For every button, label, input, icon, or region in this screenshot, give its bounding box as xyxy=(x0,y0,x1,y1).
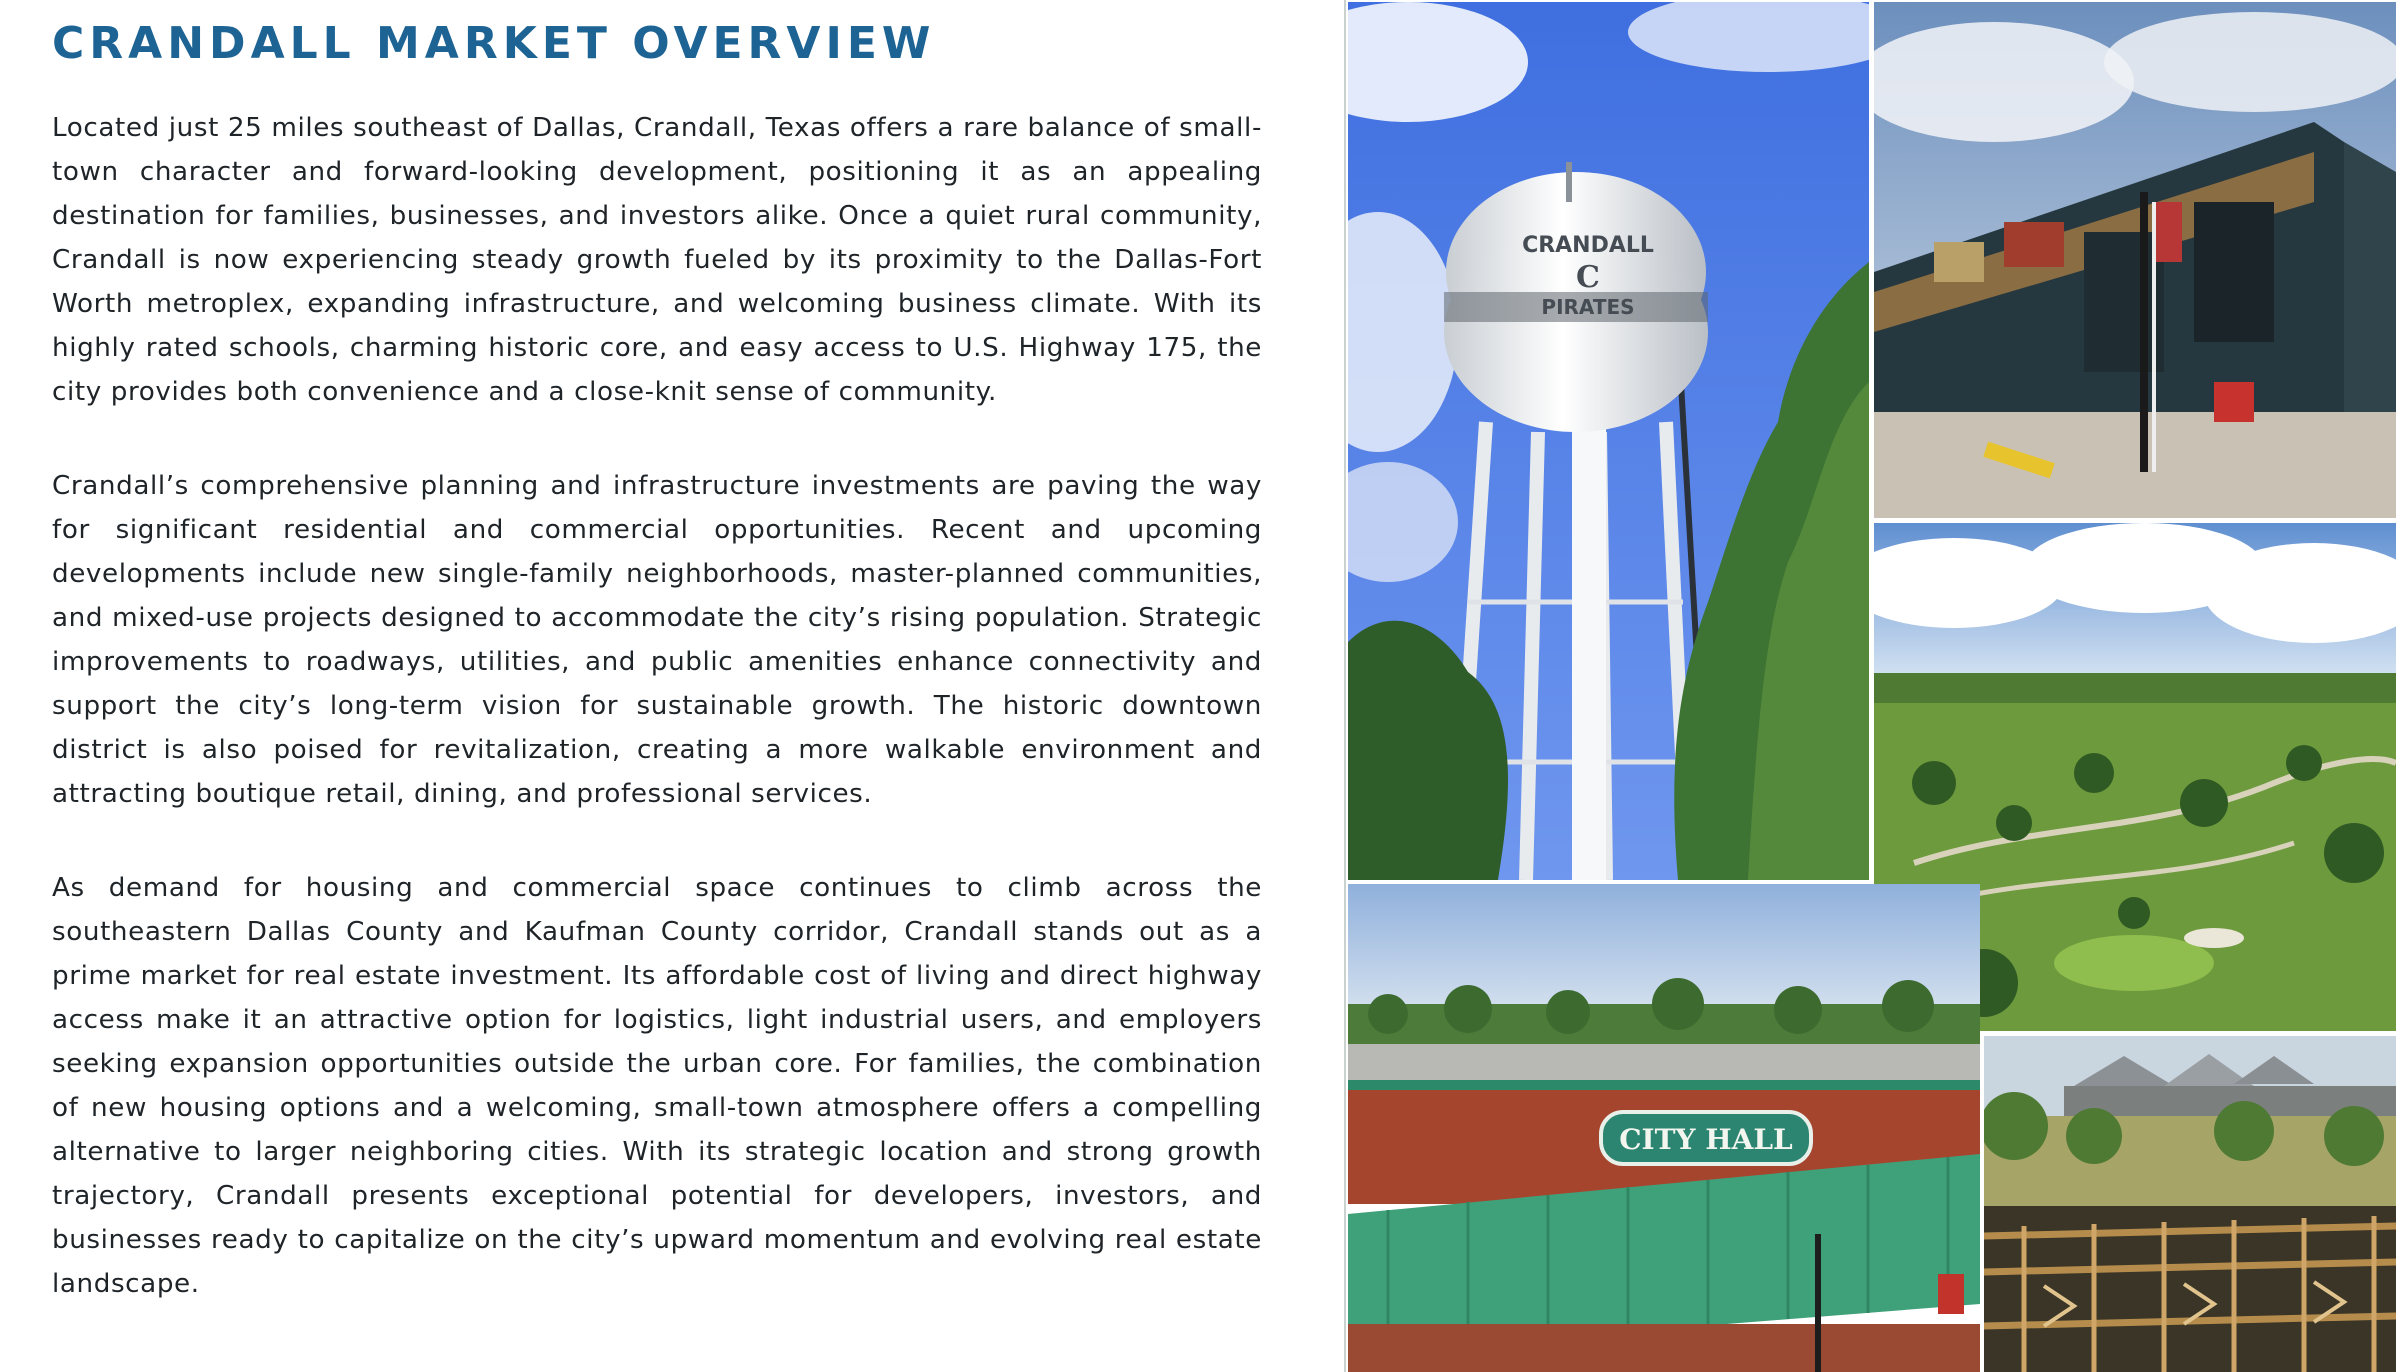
overview-paragraph-1: Located just 25 miles southeast of Dallas, Crandall, Texas offers a rare balance of small-town character and forward-looking development, positioning it as an appealing destination for families, businesses, and investors alike. Once a quiet rural community, Crandall is now experiencing steady growth fueled by its proximity to the Dallas-Fort Worth metroplex, expanding infrastructure, and welcoming business climate. With its highly rated schools, charming historic core, and easy access to U.S. Highway 175, the city provides both convenience and a close-knit sense of community. xyxy=(52,113,1262,407)
pond-boardwalk-photo xyxy=(1984,1036,2396,1372)
city-hall-photo xyxy=(1348,884,1980,1372)
overview-paragraph-3: As demand for housing and commercial space continues to climb across the southeastern Dallas County and Kaufman County corridor, Crandall stands out as a prime market for real estate investment. Its affordable cost of living and direct highway access make it an attractive option for logistics, light industrial users, and employers seeking expansion opportunities outside the urban core. For families, the combination of new housing options and a welcoming, small-town atmosphere offers a compelling alternative to larger neighboring cities. With its strategic location and strong growth trajectory, Crandall presents exceptional potential for developers, investors, and businesses ready to capitalize on the city’s upward momentum and evolving real estate landscape. xyxy=(52,873,1262,1299)
column-divider xyxy=(1344,0,1346,1372)
tank-text-top: CRANDALL xyxy=(1522,233,1654,258)
water-tower-photo xyxy=(1348,2,1869,880)
page-title: CRANDALL MARKET OVERVIEW xyxy=(52,18,936,69)
tank-logo: C xyxy=(1576,260,1600,295)
city-hall-sign: CITY HALL xyxy=(1619,1123,1793,1156)
storefront-photo xyxy=(1874,2,2396,518)
tank-text-bottom: PIRATES xyxy=(1541,295,1635,319)
overview-paragraph-2: Crandall’s comprehensive planning and infrastructure investments are paving the way for significant residential and commercial opportunities. Recent and upcoming developments include new single-family neighborhoods, master-planned communities, and mixed-use projects designed to accommodate the city’s rising population. Strategic improvements to roadways, utilities, and public amenities enhance connectivity and support the city’s long-term vision for sustainable growth. The historic downtown district is also poised for revitalization, creating a more walkable environment and attracting boutique retail, dining, and professional services. xyxy=(52,471,1262,809)
